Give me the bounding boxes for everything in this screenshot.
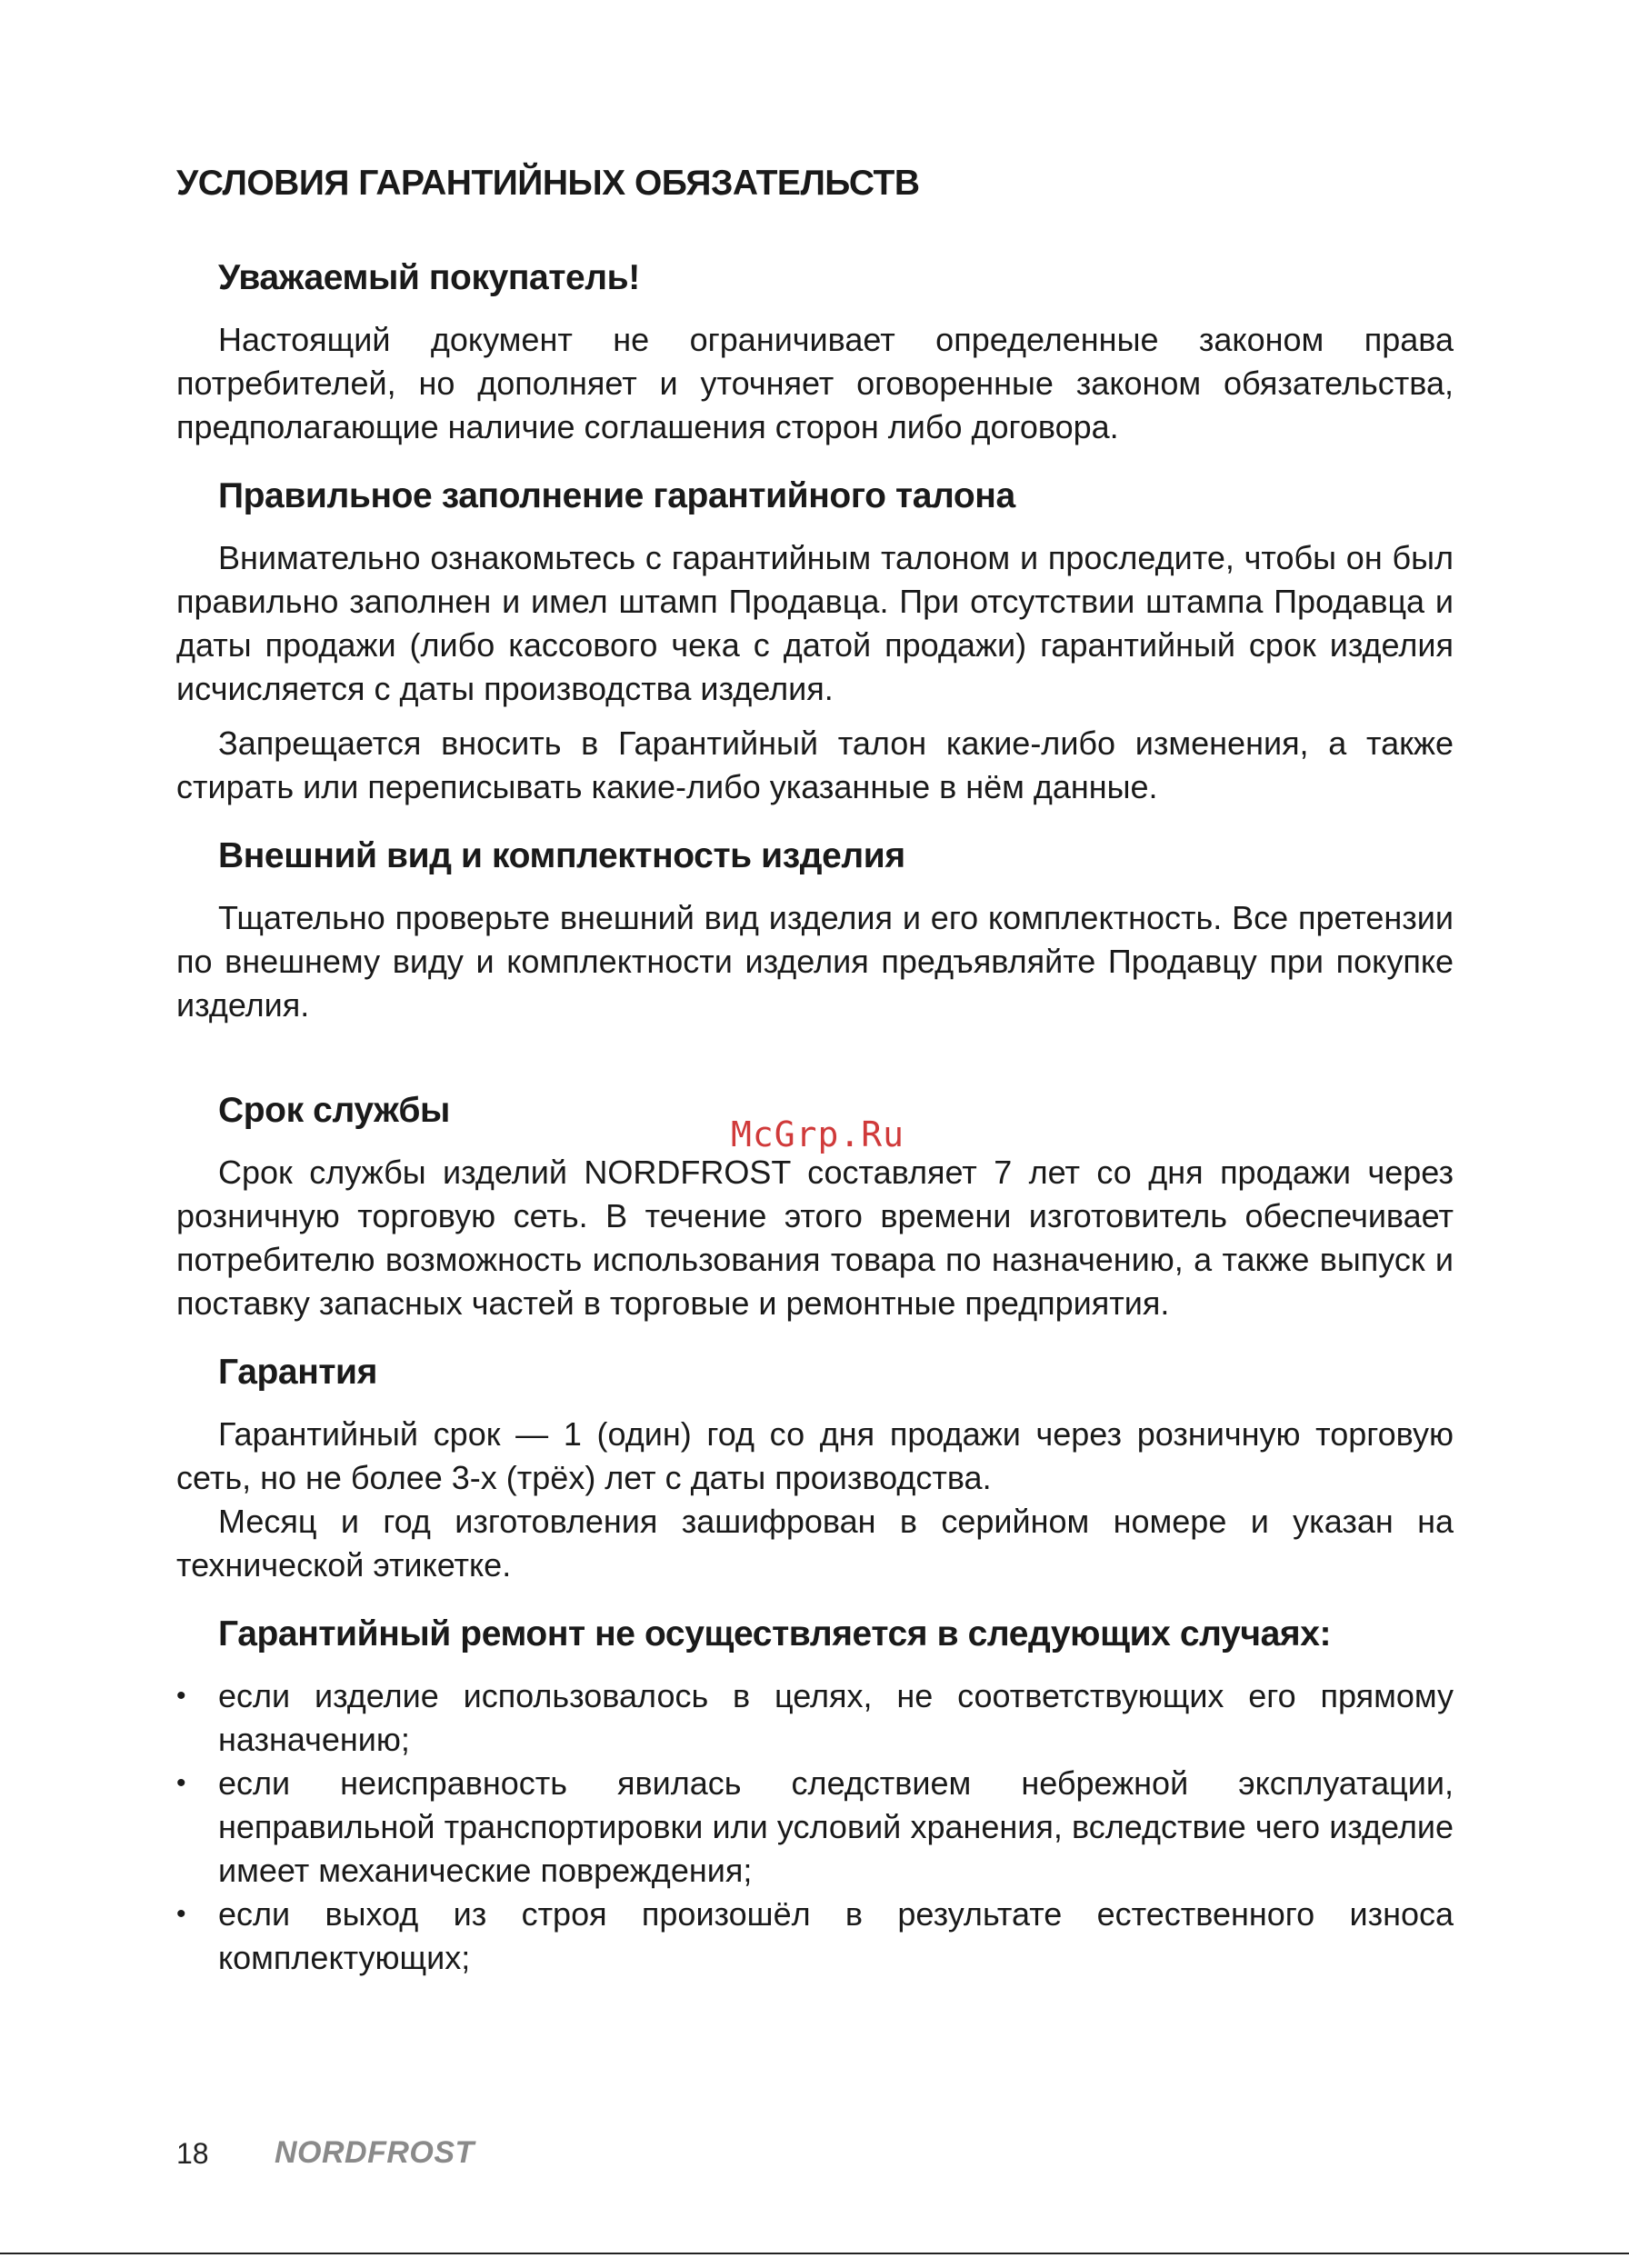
paragraph: Срок службы изделий NORDFROST составляет 7 лет со дня продажи через розничную торговую сеть. В течение этого времени изготовитель обеспечивает потребителю возможность использования товара по назначению, а также выпуск и поставку запасных частей в торговые и ремонтные предприятия.: [176, 1154, 1454, 1322]
paragraph: Гарантийный срок — 1 (один) год со дня продажи через розничную торговую сеть, но не более 3-х (трёх) лет с даты производства.: [176, 1415, 1454, 1496]
paragraph: Месяц и год изготовления зашифрован в серийном номере и указан на технической этикетке.: [176, 1503, 1454, 1584]
section-warranty: [176, 1353, 1454, 1587]
paragraph: Запрещается вносить в Гарантийный талон какие-либо изменения, а также стирать или переписывать какие-либо указанные в нём данные.: [176, 724, 1454, 805]
list-item: [176, 1674, 1454, 1762]
list-item-text: если изделие использовалось в целях, не соответствующих его прямому назначению;: [218, 1677, 1454, 1758]
page-number: 18: [176, 2137, 209, 2170]
section-exclusions: [176, 1614, 1454, 1980]
bullet-icon: •: [176, 1681, 186, 1711]
bottom-divider: [0, 2253, 1629, 2254]
section-warranty-card: [176, 476, 1454, 809]
section-greeting: [176, 258, 1454, 449]
section-heading: Правильное заполнение гарантийного талона: [218, 476, 1015, 515]
section-heading: Срок службы: [218, 1091, 450, 1130]
exclusions-list: [176, 1674, 1454, 1980]
list-item: [176, 1762, 1454, 1893]
section-heading: Внешний вид и комплектность изделия: [218, 836, 905, 875]
paragraph: Тщательно проверьте внешний вид изделия и его комплектность. Все претензии по внешнему виду и комплектности изделия предъявляйте Продавцу при покупке изделия.: [176, 899, 1454, 1024]
list-item: [176, 1893, 1454, 1980]
page-title: УСЛОВИЯ ГАРАНТИЙНЫХ ОБЯЗАТЕЛЬСТВ: [176, 164, 920, 203]
list-item-text: если выход из строя произошёл в результате естественного износа комплектующих;: [218, 1895, 1454, 1976]
brand-logo: NORDFROST: [275, 2135, 475, 2170]
section-heading: Гарантийный ремонт не осуществляется в следующих случаях:: [218, 1614, 1332, 1654]
watermark: McGrp.Ru: [731, 1114, 905, 1154]
paragraph: Настоящий документ не ограничивает определенные законом права потребителей, но дополняет и уточняет оговоренные законом обязательства, предполагающие наличие соглашения сторон либо договора.: [176, 321, 1454, 445]
list-item-text: если неисправность явилась следствием небрежной эксплуатации, неправильной транспортировки или условий хранения, вследствие чего изделие имеет механические повреждения;: [218, 1764, 1454, 1889]
section-heading: Уважаемый покупатель!: [218, 258, 640, 297]
bullet-icon: •: [176, 1899, 186, 1929]
section-appearance: [176, 836, 1454, 1027]
document-page: [176, 164, 1454, 2007]
paragraph: Внимательно ознакомьтесь с гарантийным талоном и проследите, чтобы он был правильно заполнен и имел штамп Продавца. При отсутствии штампа Продавца и даты продажи (либо кассового чека с датой продажи) гарантийный срок изделия исчисляется с даты производства изделия.: [176, 539, 1454, 707]
section-heading: Гарантия: [218, 1353, 377, 1392]
bullet-icon: •: [176, 1768, 186, 1798]
